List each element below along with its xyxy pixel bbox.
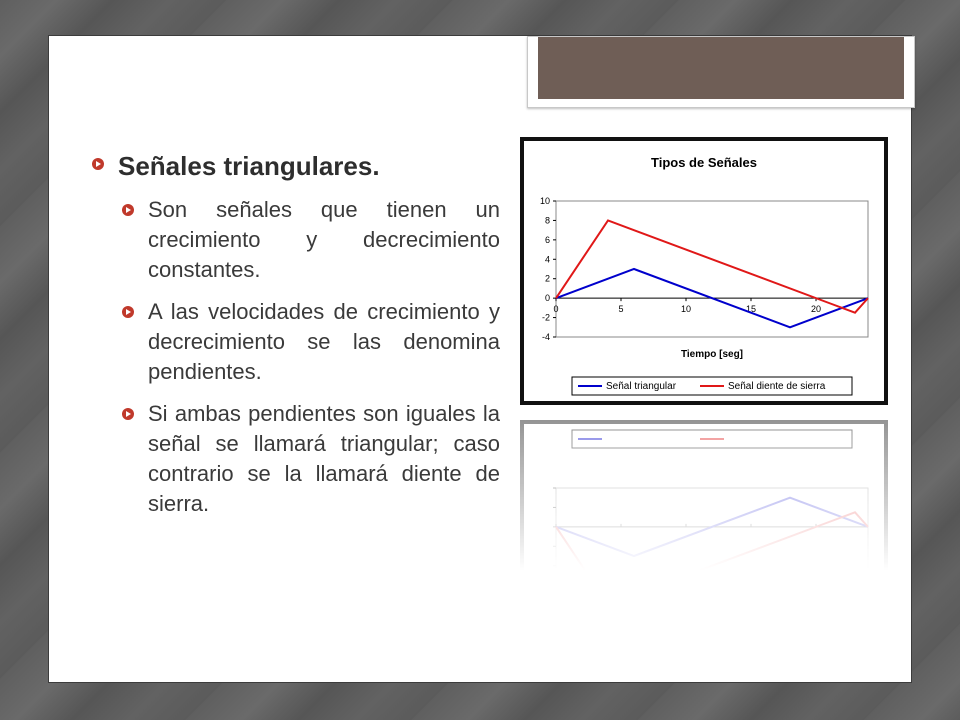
slide-heading: Señales triangulares. xyxy=(118,151,380,181)
sub-bullet-1 xyxy=(122,195,500,285)
legend-label-2: Señal diente de sierra xyxy=(728,381,826,392)
sub-bullet-text: A las velocidades de crecimiento y decrecimiento se las denomina pendientes. xyxy=(148,299,500,384)
slide-top-tab-fill xyxy=(538,37,904,99)
chart-reflection xyxy=(520,420,888,570)
legend-label-1: Señal triangular xyxy=(606,381,677,392)
y-tick-label: -2 xyxy=(541,312,550,323)
x-axis-label: Tiempo [seg] xyxy=(680,349,744,360)
series-line-2 xyxy=(556,512,868,570)
circle-arrow-bullet-icon xyxy=(122,408,134,420)
y-tick-label: 10 xyxy=(539,196,550,206)
x-tick-label: 0 xyxy=(553,304,559,315)
bullet-list xyxy=(92,145,500,519)
y-tick-label: 8 xyxy=(544,215,550,226)
signal-chart xyxy=(524,141,884,401)
chart-frame xyxy=(520,137,888,405)
x-tick-label: 5 xyxy=(618,304,624,315)
circle-arrow-bullet-icon xyxy=(122,306,134,318)
x-tick-label: 20 xyxy=(810,304,822,315)
x-tick-label: 10 xyxy=(680,304,692,315)
plot-area xyxy=(556,488,868,570)
circle-arrow-bullet-icon xyxy=(122,204,134,216)
y-tick-label: 2 xyxy=(544,273,550,284)
circle-arrow-bullet-icon xyxy=(92,158,104,170)
sub-bullet-3 xyxy=(122,399,500,519)
sub-bullet-text: Son señales que tienen un crecimiento y decrecimiento constantes. xyxy=(148,197,500,282)
y-tick-label: 6 xyxy=(544,234,550,245)
sub-bullet-list xyxy=(92,195,500,519)
y-tick-label: 0 xyxy=(544,293,550,304)
sub-bullet-2 xyxy=(122,297,500,387)
y-tick-label: 4 xyxy=(544,254,550,265)
chart-reflection-image xyxy=(520,420,888,570)
slide-top-tab xyxy=(527,36,915,108)
signal-chart-reflection xyxy=(524,424,884,570)
y-tick-label: -4 xyxy=(541,332,550,342)
heading-bullet xyxy=(92,149,500,183)
chart-title: Tipos de Señales xyxy=(651,155,757,170)
x-tick-label: 15 xyxy=(745,304,757,315)
sub-bullet-text: Si ambas pendientes son iguales la señal se llamará triangular; caso contrario se la llamará diente de sierra. xyxy=(148,401,500,516)
